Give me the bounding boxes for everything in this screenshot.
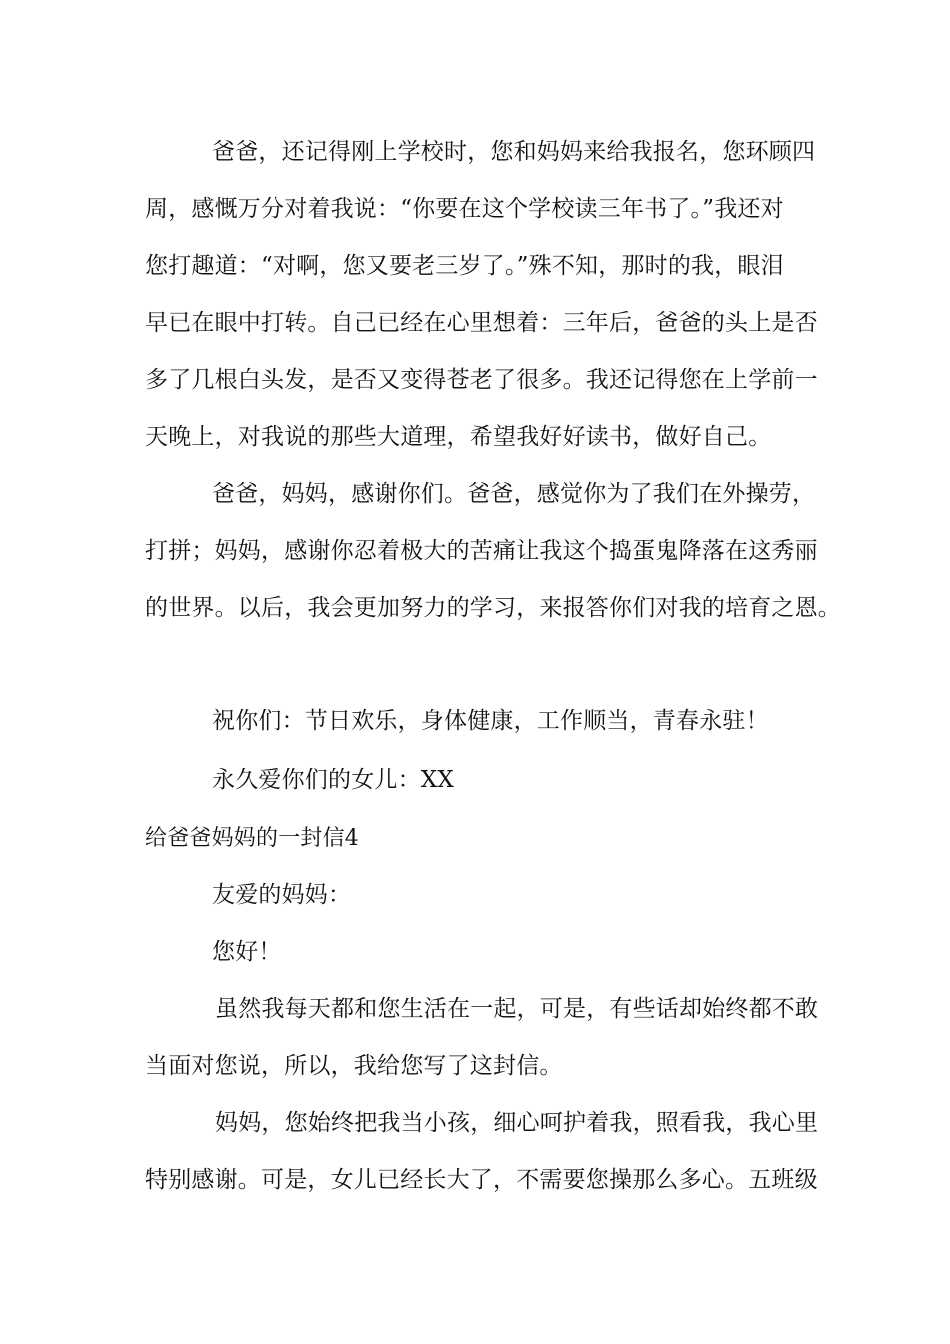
salutation: 友爱的妈妈：: [212, 882, 352, 908]
paragraph-4-line-2: 特别感谢。可是，女儿已经长大了，不需要您操那么多心。五班级: [145, 1167, 818, 1193]
paragraph-1-line-2: 周，感慨万分对着我说：“你要在这个学校读三年书了。”我还对: [145, 196, 784, 222]
paragraph-1-line-3: 您打趣道：“对啊，您又要老三岁了。”殊不知，那时的我，眼泪: [145, 253, 784, 279]
paragraph-2-line-1: 爸爸，妈妈，感谢你们。爸爸，感觉你为了我们在外操劳，: [212, 481, 816, 507]
paragraph-1-line-5: 多了几根白头发，是否又变得苍老了很多。我还记得您在上学前一: [145, 367, 818, 393]
paragraph-2-line-3: 的世界。以后，我会更加努力的学习，来报答你们对我的培育之恩。: [145, 595, 841, 621]
letter-title: 给爸爸妈妈的一封信4: [145, 826, 359, 851]
paragraph-3-line-2: 当面对您说，所以，我给您写了这封信。: [145, 1053, 563, 1079]
paragraph-3-line-1: 虽然我每天都和您生活在一起，可是，有些话却始终都不敢: [215, 996, 819, 1022]
paragraph-4-line-1: 妈妈，您始终把我当小孩，细心呵护着我，照看我，我心里: [215, 1110, 819, 1136]
paragraph-2-line-2: 打拼；妈妈，感谢你忍着极大的苦痛让我这个捣蛋鬼降落在这秀丽: [145, 538, 818, 564]
paragraph-1-line-4: 早已在眼中打转。自己已经在心里想着：三年后，爸爸的头上是否: [145, 310, 818, 336]
greeting: 您好！: [212, 939, 282, 965]
paragraph-1-line-1: 爸爸，还记得刚上学校时，您和妈妈来给我报名，您环顾四: [212, 139, 816, 165]
wish-line: 祝你们：节日欢乐，身体健康，工作顺当，青春永驻！: [212, 708, 769, 734]
signature-line: 永久爱你们的女儿：XX: [212, 767, 454, 793]
paragraph-1-line-6: 天晚上，对我说的那些大道理，希望我好好读书，做好自己。: [145, 424, 772, 450]
